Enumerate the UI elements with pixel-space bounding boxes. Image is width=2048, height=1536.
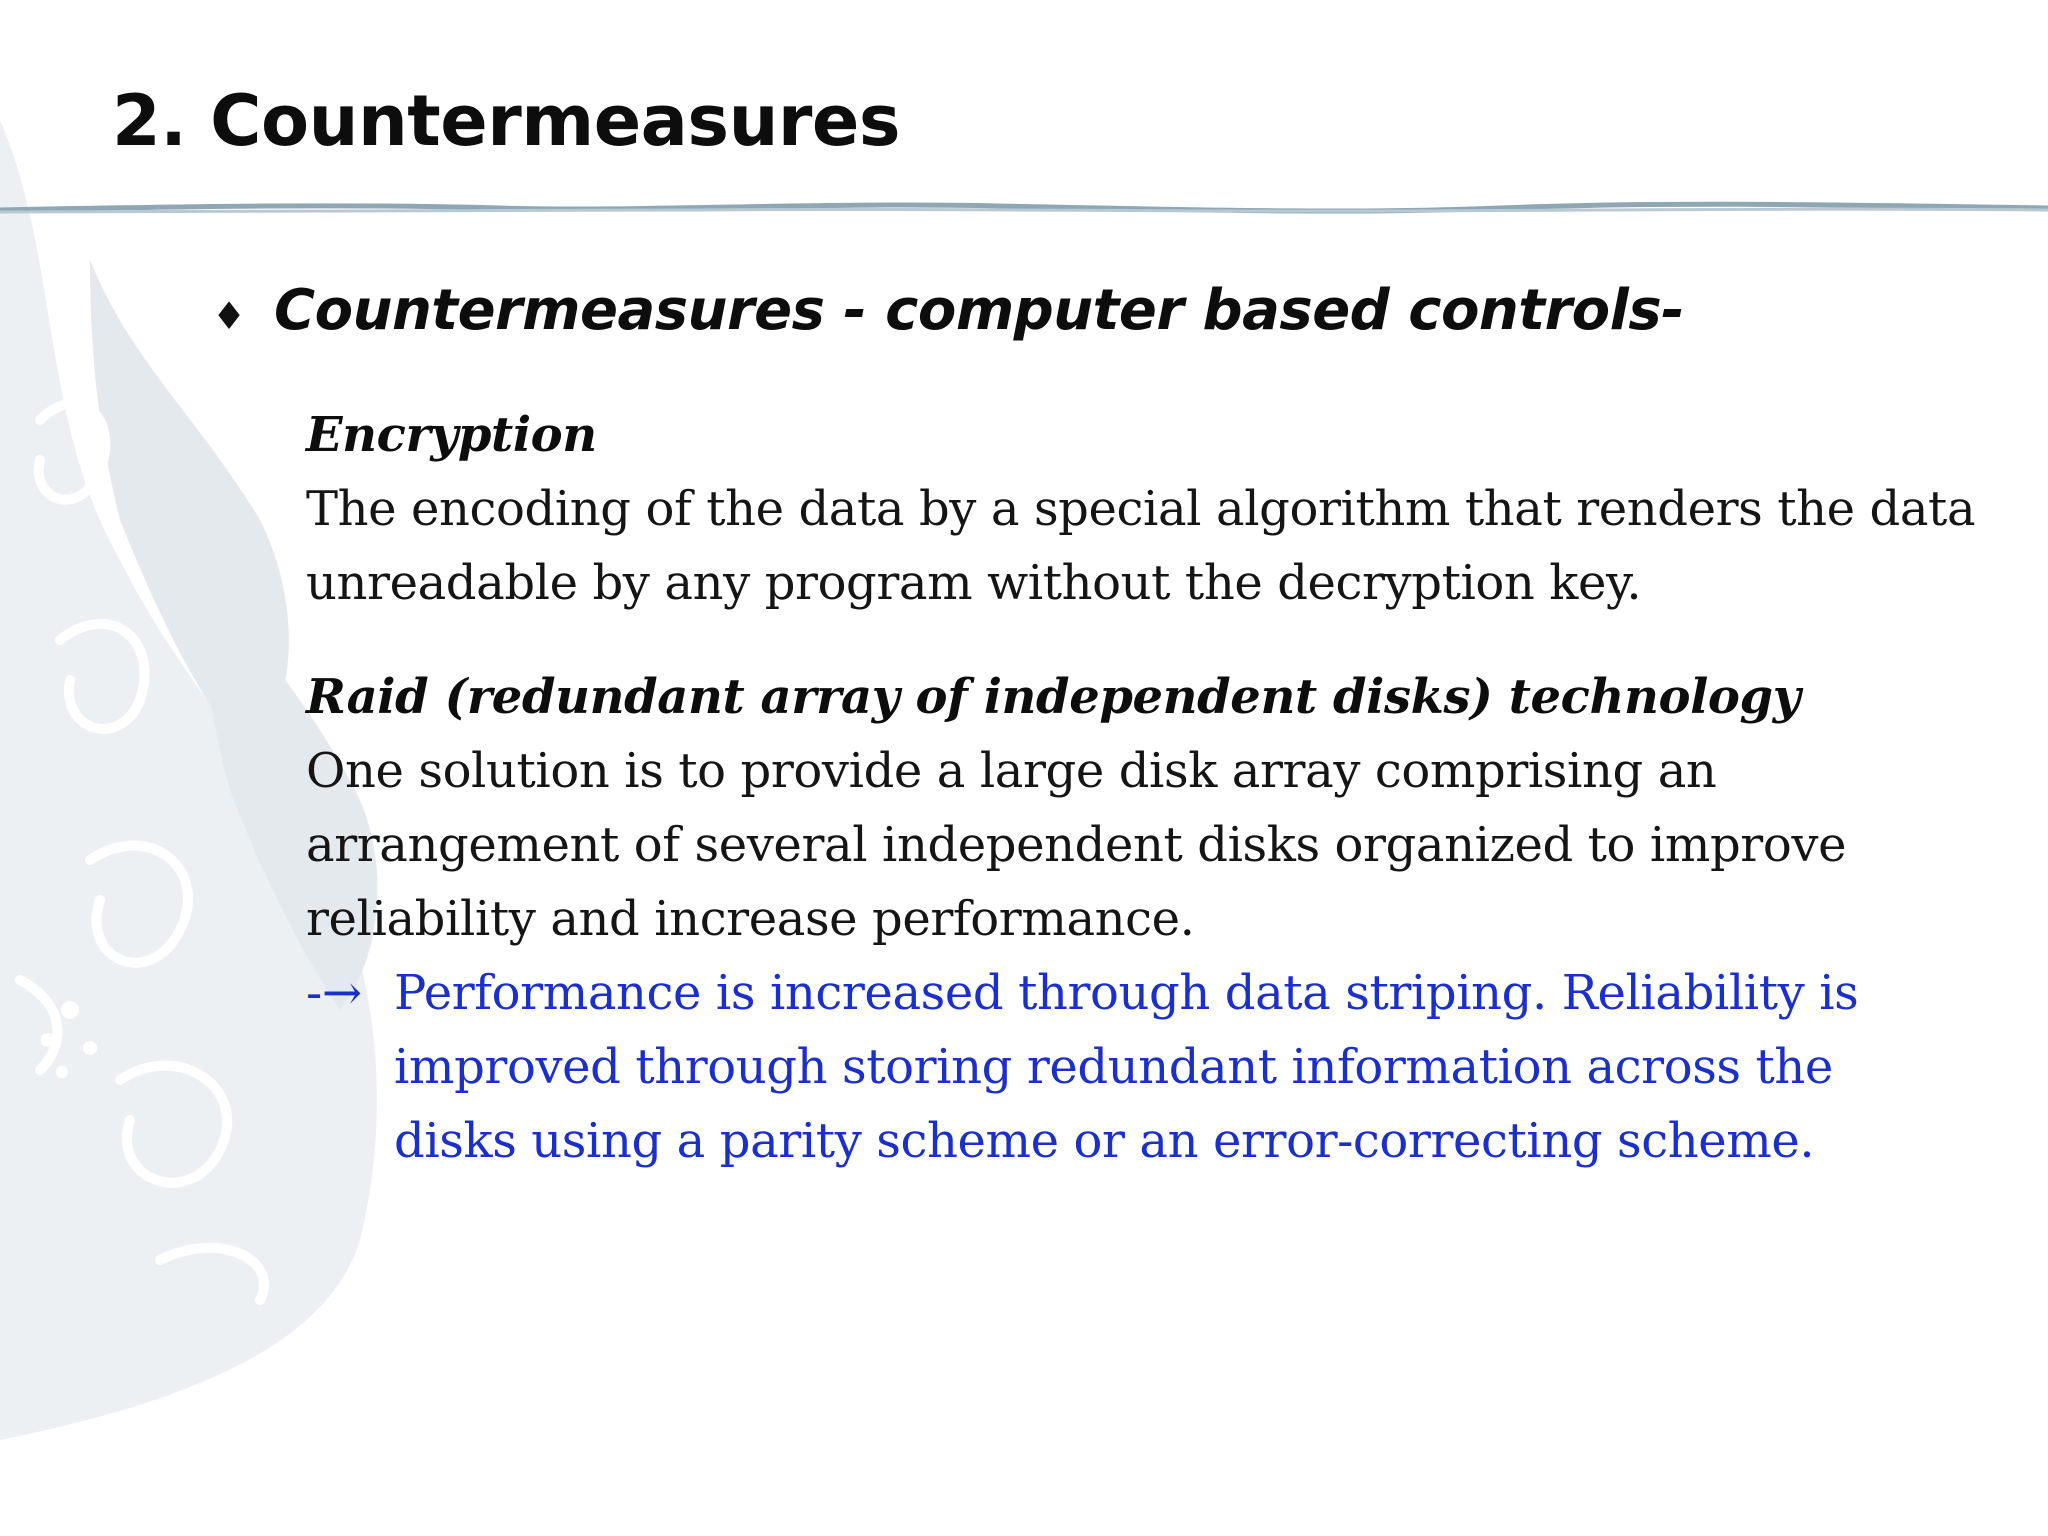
section-spacer [306,620,2006,660]
raid-heading: Raid (redundant array of independent disks) technology [306,669,1801,725]
title-divider-line [0,196,2048,224]
encryption-heading: Encryption [306,407,597,463]
raid-note [306,956,2006,1178]
raid-line: arrangement of several independent disks organized to improve [306,817,1847,873]
raid-line: reliability and increase performance. [306,891,1195,947]
raid-note-line: improved through storing redundant information across the [394,1039,1833,1095]
main-bullet-text: Countermeasures - computer based controls- [274,278,1684,343]
encryption-line: unreadable by any program without the decryption key. [306,555,1642,611]
diamond-bullet-icon: ♦ [212,294,247,338]
raid-line: One solution is to provide a large disk array comprising an [306,743,1717,799]
slide-body [306,398,2006,1178]
slide-title: 2. Countermeasures [112,80,901,162]
raid-note-text [394,956,1954,1178]
raid-note-line: disks using a parity scheme or an error-correcting scheme. [394,1113,1815,1169]
main-bullet [212,278,1684,343]
raid-note-line: Performance is increased through data striping. Reliability is [394,965,1859,1021]
arrow-right-icon: -→ [306,965,362,1021]
encryption-line: The encoding of the data by a special algorithm that renders the data [306,481,1976,537]
